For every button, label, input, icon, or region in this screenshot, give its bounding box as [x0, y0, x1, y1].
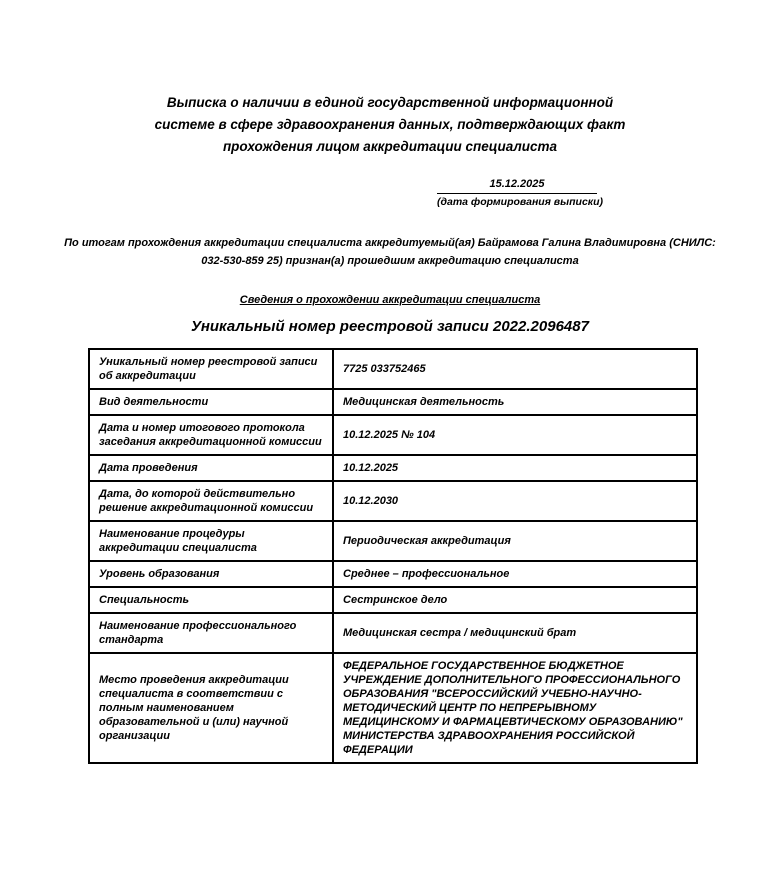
row-label-protocol: Дата и номер итогового протокола заседания аккредитационной комиссии [89, 415, 333, 455]
accreditation-info-table [88, 348, 698, 764]
extract-date-caption: (дата формирования выписки) [437, 196, 604, 208]
row-value-registry-number: 7725 033752465 [333, 349, 697, 389]
row-value-professional-standard: Медицинская сестра / медицинский брат [333, 613, 697, 653]
row-value-specialty: Сестринское дело [333, 587, 697, 613]
extract-date-block [437, 178, 604, 208]
table-row [89, 587, 697, 613]
document-title-line-2: системе в сфере здравоохранения данных, подтверждающих факт [154, 117, 626, 132]
row-value-education-level: Среднее – профессиональное [333, 561, 697, 587]
row-value-accreditation-place: ФЕДЕРАЛЬНОЕ ГОСУДАРСТВЕННОЕ БЮДЖЕТНОЕ УЧРЕЖДЕНИЕ ДОПОЛНИТЕЛЬНОГО ПРОФЕССИОНАЛЬНОГО ОБРАЗОВАНИЯ "ВСЕРОССИЙСКИЙ УЧЕБНО-НАУЧНО-МЕТОДИЧЕСКИЙ ЦЕНТР ПО НЕПРЕРЫВНОМУ МЕДИЦИНСКОМУ И ФАРМАЦЕВТИЧЕСКОМУ ОБРАЗОВАНИЮ" МИНИСТЕРСТВА ЗДРАВООХРАНЕНИЯ РОССИЙСКОЙ ФЕДЕРАЦИИ [333, 653, 697, 763]
row-label-activity-type: Вид деятельности [89, 389, 333, 415]
row-value-date-conducted: 10.12.2025 [333, 455, 697, 481]
document-title [0, 0, 780, 158]
row-label-professional-standard: Наименование профессионального стандарта [89, 613, 333, 653]
row-value-procedure-name: Периодическая аккредитация [333, 521, 697, 561]
extract-date-value: 15.12.2025 [437, 178, 597, 194]
row-label-accreditation-place: Место проведения аккредитации специалиста в соответствии с полным наименованием образовательной и (или) научной организации [89, 653, 333, 763]
accreditation-result-paragraph: По итогам прохождения аккредитации специалиста аккредитуемый(ая) Байрамова Галина Владимировна (СНИЛС: 032-530-859 25) признан(а) прошедшим аккредитацию специалиста [64, 237, 716, 267]
table-row [89, 653, 697, 763]
table-row [89, 521, 697, 561]
row-label-education-level: Уровень образования [89, 561, 333, 587]
row-label-procedure-name: Наименование процедуры аккредитации специалиста [89, 521, 333, 561]
row-value-protocol: 10.12.2025 № 104 [333, 415, 697, 455]
document-title-line-3: прохождения лицом аккредитации специалиста [222, 139, 558, 154]
table-row [89, 389, 697, 415]
row-label-date-conducted: Дата проведения [89, 455, 333, 481]
table-row [89, 415, 697, 455]
row-value-valid-until: 10.12.2030 [333, 481, 697, 521]
registry-record-heading: Уникальный номер реестровой записи 2022.2096487 [191, 318, 589, 335]
row-value-activity-type: Медицинская деятельность [333, 389, 697, 415]
row-label-registry-number: Уникальный номер реестровой записи об аккредитации [89, 349, 333, 389]
row-label-specialty: Специальность [89, 587, 333, 613]
section-heading: Сведения о прохождении аккредитации специалиста [239, 294, 541, 306]
row-label-valid-until: Дата, до которой действительно решение аккредитационной комиссии [89, 481, 333, 521]
table-row [89, 561, 697, 587]
table-row [89, 481, 697, 521]
table-row [89, 455, 697, 481]
document-title-line-1: Выписка о наличии в единой государственной информационной [166, 95, 614, 110]
table-row [89, 613, 697, 653]
table-row [89, 349, 697, 389]
